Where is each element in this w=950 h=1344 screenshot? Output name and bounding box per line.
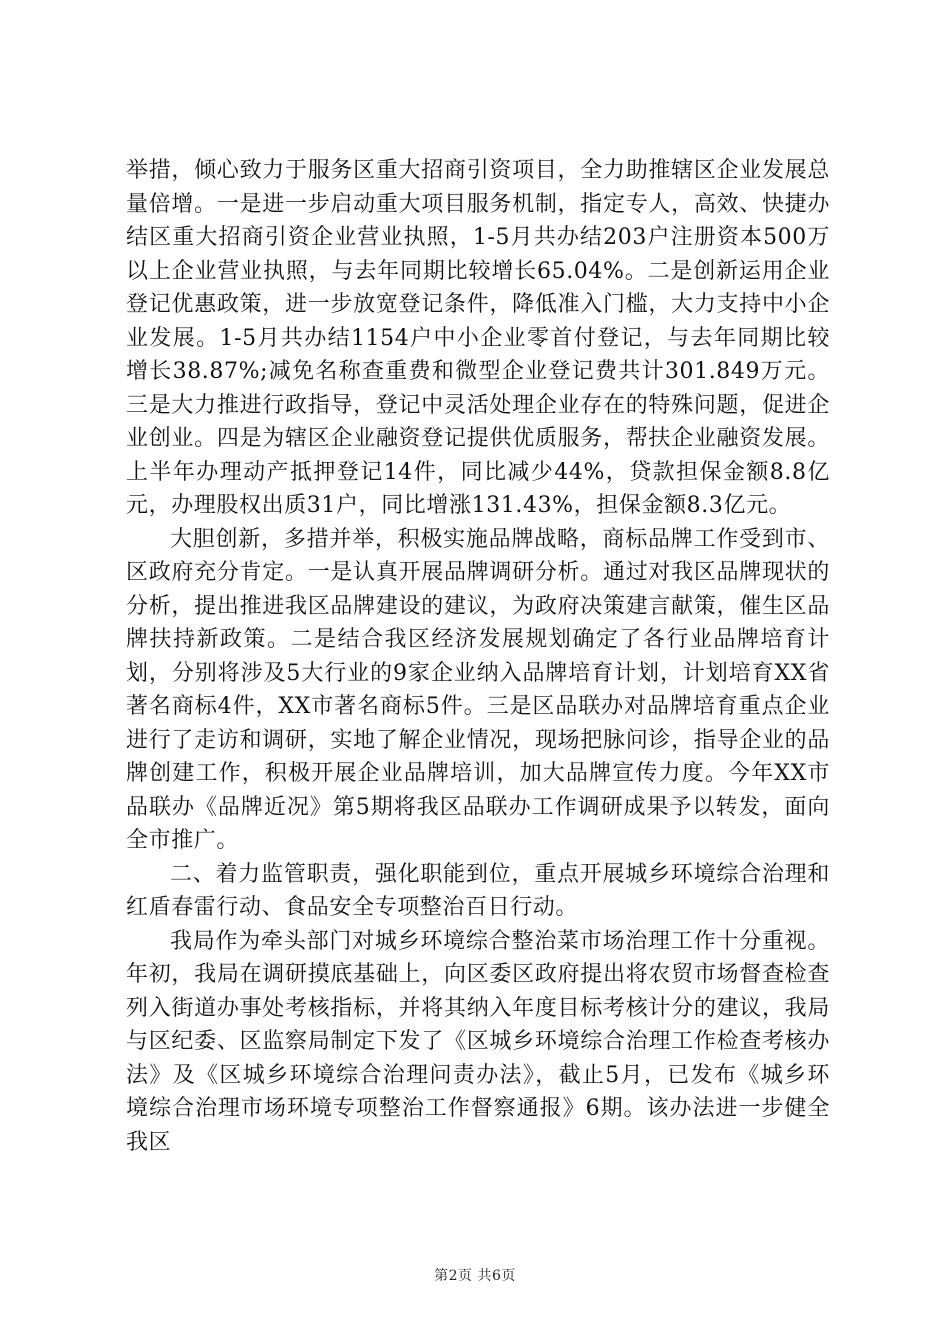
- paragraph-3: 二、着力监管职责，强化职能到位，重点开展城乡环境综合治理和红盾春雷行动、食品安全专项整治百日行动。: [126, 861, 830, 920]
- page-footer: 第2页 共6页: [434, 1268, 516, 1284]
- paragraph-4: 我局作为牵头部门对城乡环境综合整治菜市场治理工作十分重视。年初，我局在调研摸底基础上，向区委区政府提出将农贸市场督查检查列入街道办事处考核指标，并将其纳入年度目标考核计分的建议，我局与区纪委、区监察局制定下发了《区城乡环境综合治理工作检查考核办法》及《区城乡环境综合治理问责办法》，截止5月，已发布《城乡环境综合治理市场环境专项整治工作督察通报》6期。该办法进一步健全我区: [126, 928, 830, 1155]
- paragraph-1: 举措，倾心致力于服务区重大招商引资项目，全力助推辖区企业发展总量倍增。一是进一步启动重大项目服务机制，指定专人，高效、快捷办结区重大招商引资企业营业执照，1-5月共办结203户注册资本500万以上企业营业执照，与去年同期比较增长65.04%。二是创新运用企业登记优惠政策，进一步放宽登记条件，降低准入门槛，大力支持中小企业发展。1-5月共办结1154户中小企业零首付登记，与去年同期比较增长38.87%;减免名称查重费和微型企业登记费共计301.849万元。三是大力推进行政指导，登记中灵活处理企业存在的特殊问题，促进企业创业。四是为辖区企业融资登记提供优质服务，帮扶企业融资发展。上半年办理动产抵押登记14件，同比减少44%，贷款担保金额8.8亿元，办理股权出质31户，同比增涨131.43%，担保金额8.3亿元。: [126, 158, 830, 518]
- document-body: [126, 154, 830, 1159]
- paragraph-2: 大胆创新，多措并举，积极实施品牌战略，商标品牌工作受到市、区政府充分肯定。一是认真开展品牌调研分析。通过对我区品牌现状的分析，提出推进我区品牌建设的建议，为政府决策建言献策，催生区品牌扶持新政策。二是结合我区经济发展规划确定了各行业品牌培育计划，分别将涉及5大行业的9家企业纳入品牌培育计划，计划培育XX省著名商标4件，XX市著名商标5件。三是区品联办对品牌培育重点企业进行了走访和调研，实地了解企业情况，现场把脉问诊，指导企业的品牌创建工作，积极开展企业品牌培训，加大品牌宣传力度。今年XX市品联办《品牌近况》第5期将我区品联办工作调研成果予以转发，面向全市推广。: [126, 526, 830, 853]
